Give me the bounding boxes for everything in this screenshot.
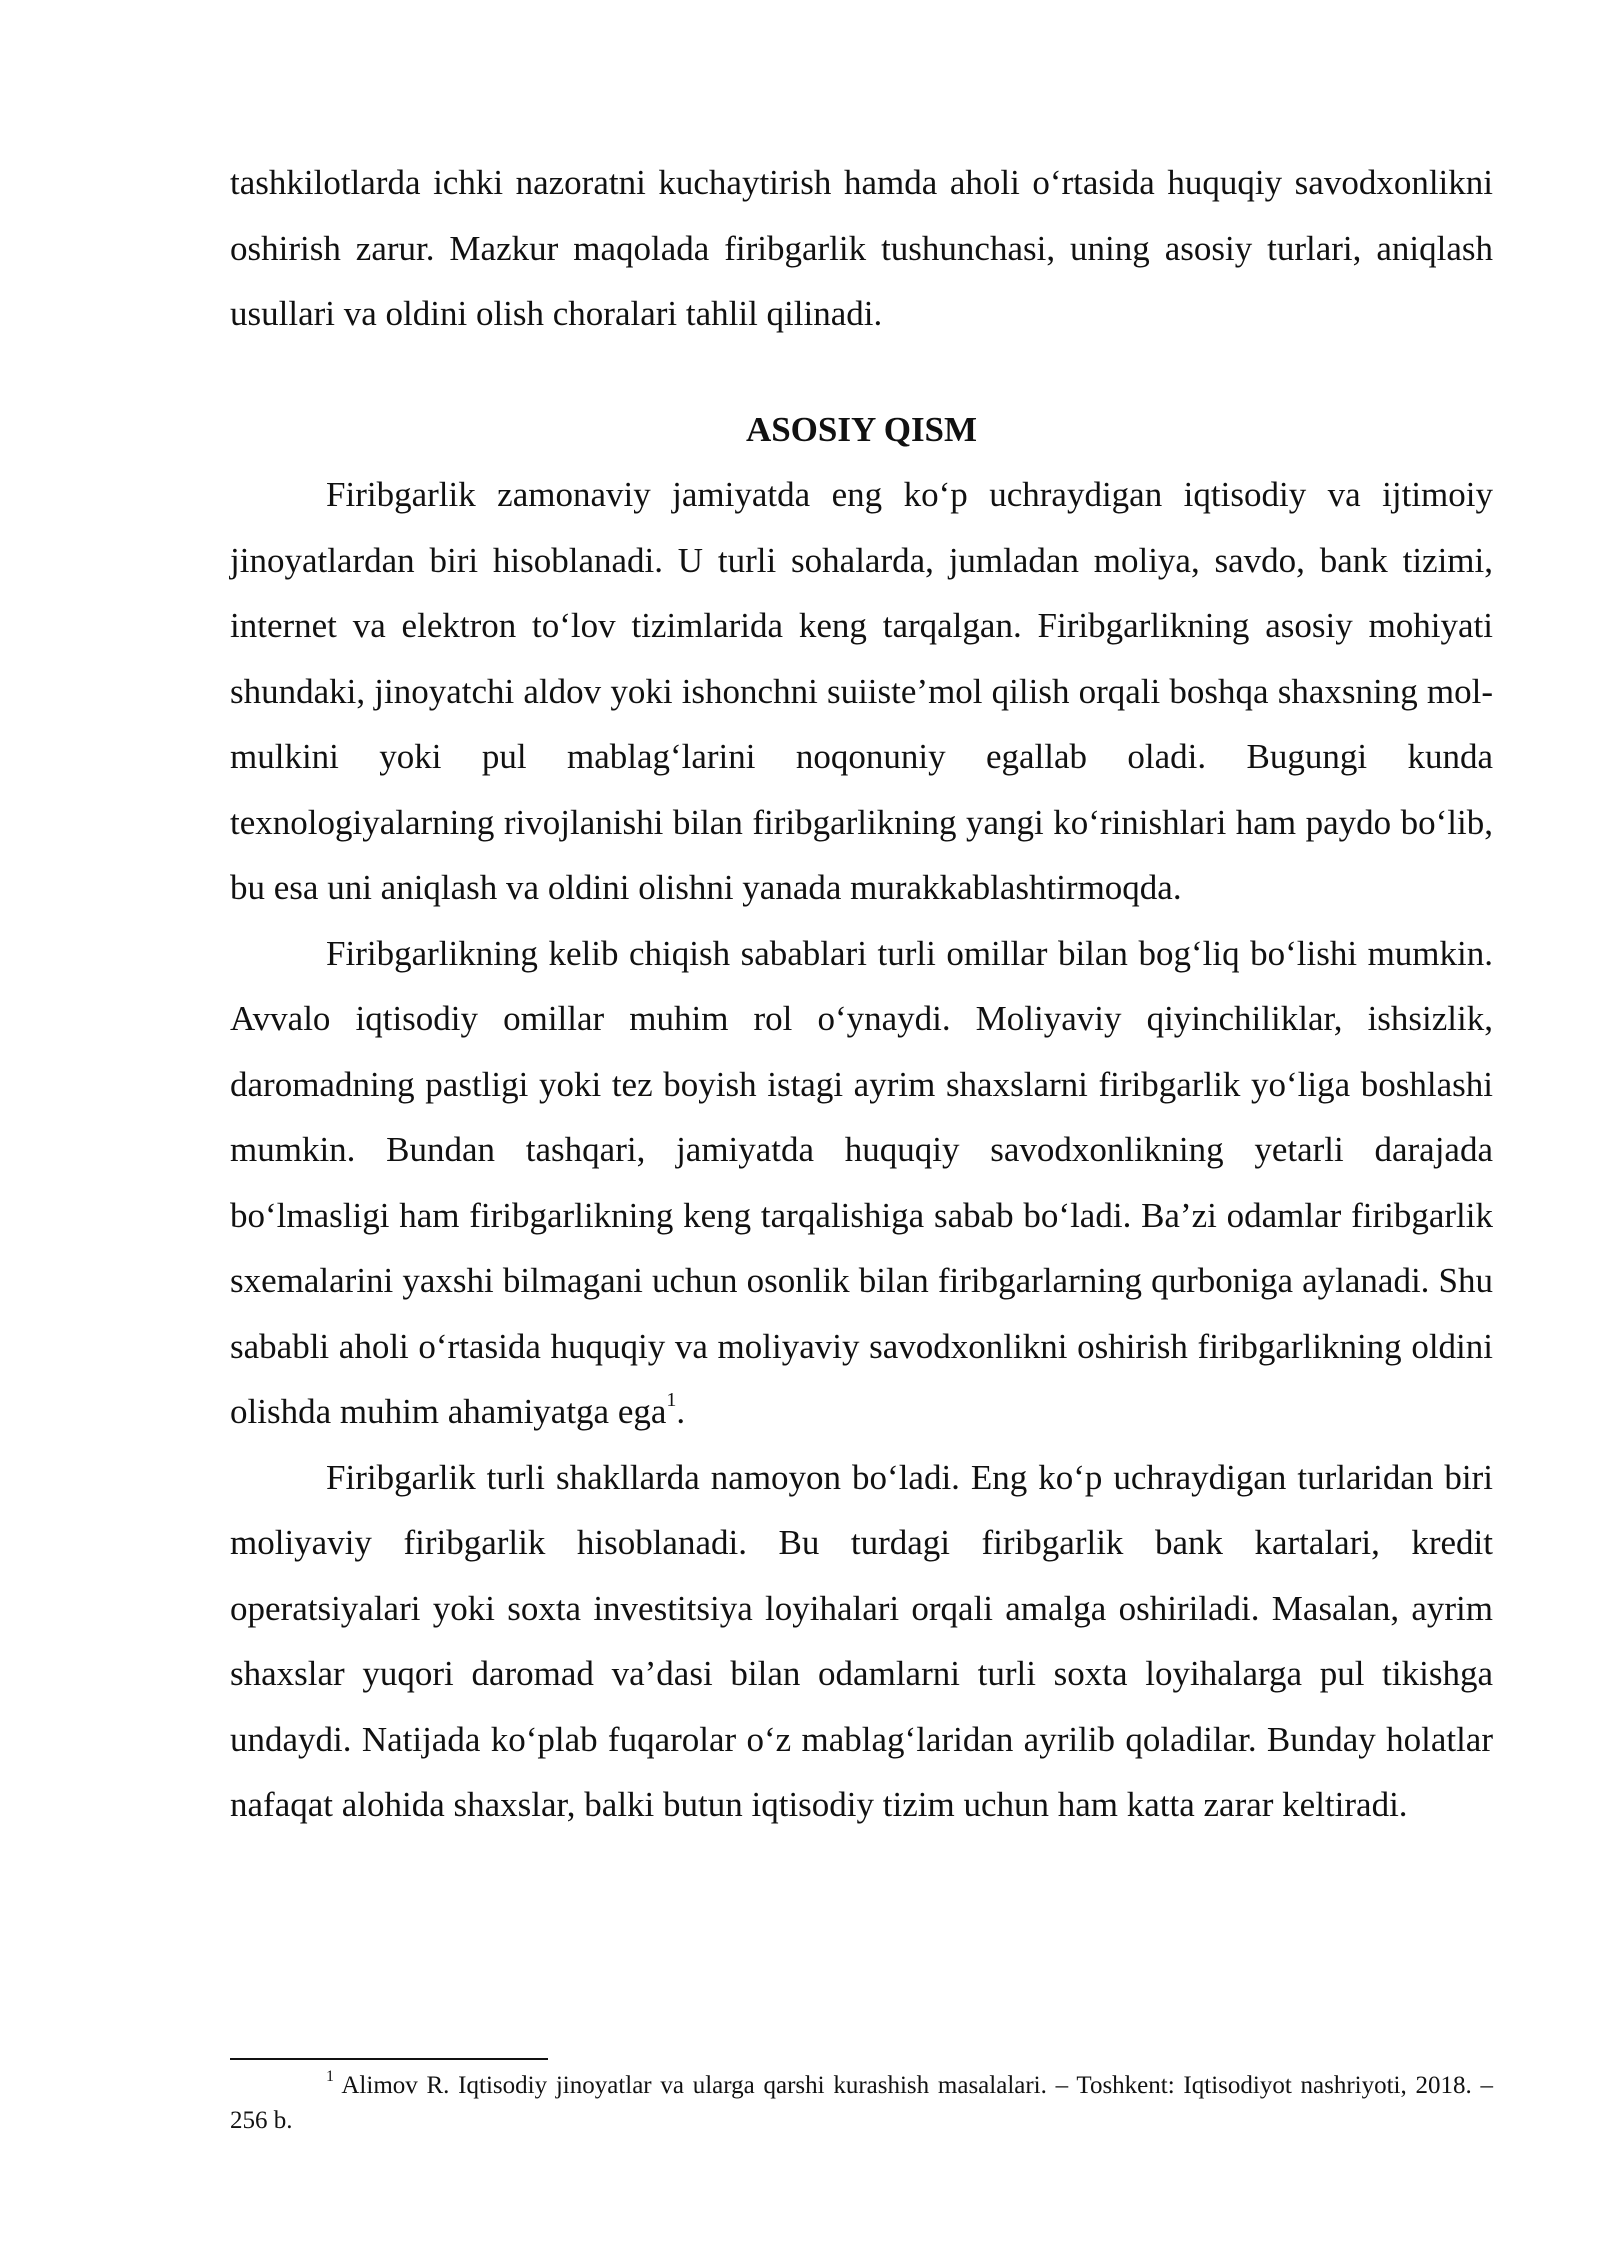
intro-continuation: tashkilotlarda ichki nazoratni kuchaytirish hamda aholi o‘rtasida huquqiy savodxonlikni oshirish zarur. Mazkur maqolada firibgarlik tushunchasi, uning asosiy turlari, aniqlash usullari va oldini olish choralari tahlil qilinadi. — [230, 163, 1493, 333]
paragraph: Firibgarlik turli shakllarda namoyon bo‘ladi. Eng ko‘p uchraydigan turlaridan biri moliyaviy firibgarlik hisoblanadi. Bu turdagi firibgarlik bank kartalari, kredit operatsiyalari yoki soxta investitsiya loyihalari orqali amalga oshiriladi. Masalan, ayrim shaxslar yuqori daromad va’dasi bilan odamlarni turli soxta loyihalarga pul tikishga undaydi. Natijada ko‘plab fuqarolar o‘z mablag‘laridan ayrilib qoladilar. Bunday holatlar nafaqat alohida shaxslar, balki butun iqtisodiy tizim uchun ham katta zarar keltiradi. — [230, 1457, 1493, 1824]
paragraph-end-punctuation: . — [676, 1392, 686, 1431]
footnote-number: 1 — [326, 2067, 334, 2085]
paragraph: Firibgarlik zamonaviy jamiyatda eng ko‘p uchraydigan iqtisodiy va ijtimoiy jinoyatlardan biri hisoblanadi. U turli sohalarda, jumladan moliya, savdo, bank tizimi, internet va elektron to‘lov tizimlarida keng tarqalgan. Firibgarlikning asosiy mohiyati shundaki, jinoyatchi aldov yoki ishonchni suiiste’mol qilish orqali boshqa shaxsning mol-mulkini yoki pul mablag‘larini noqonuniy egallab oladi. Bugungi kunda texnologiyalarning rivojlanishi bilan firibgarlikning yangi ko‘rinishlari ham paydo bo‘lib, bu esa uni aniqlash va oldini olishni yanada murakkablashtirmoqda. — [230, 475, 1493, 907]
footnote-reference[interactable]: 1 — [666, 1389, 677, 1412]
paragraph — [230, 921, 1493, 1445]
footnotes — [230, 2058, 1493, 2138]
section-heading: ASOSIY QISM — [745, 409, 978, 449]
footnote-text: Alimov R. Iqtisodiy jinoyatlar va ularga qarshi kurashish masalalari. – Toshkent: Iqtisodiyot nashriyoti, 2018. – 256 b. — [230, 2072, 1493, 2134]
document-body — [230, 150, 1493, 1838]
footnote-separator — [230, 2058, 548, 2060]
paragraph-text: Firibgarlikning kelib chiqish sabablari turli omillar bilan bog‘liq bo‘lishi mumkin. Avvalo iqtisodiy omillar muhim rol o‘ynaydi. Moliyaviy qiyinchiliklar, ishsizlik, daromadning pastligi yoki tez boyish istagi ayrim shaxslarni firibgarlik yo‘liga boshlashi mumkin. Bundan tashqari, jamiyatda huquqiy savodxonlikning yetarli darajada bo‘lmasligi ham firibgarlikning keng tarqalishiga sabab bo‘ladi. Ba’zi odamlar firibgarlik sxemalarini yaxshi bilmagani uchun osonlik bilan firibgarlarning qurboniga aylanadi. Shu sababli aholi o‘rtasida huquqiy va moliyaviy savodxonlikni oshirish firibgarlikning oldini olishda muhim ahamiyatga ega — [230, 933, 1493, 1431]
footnote — [230, 2068, 1493, 2138]
